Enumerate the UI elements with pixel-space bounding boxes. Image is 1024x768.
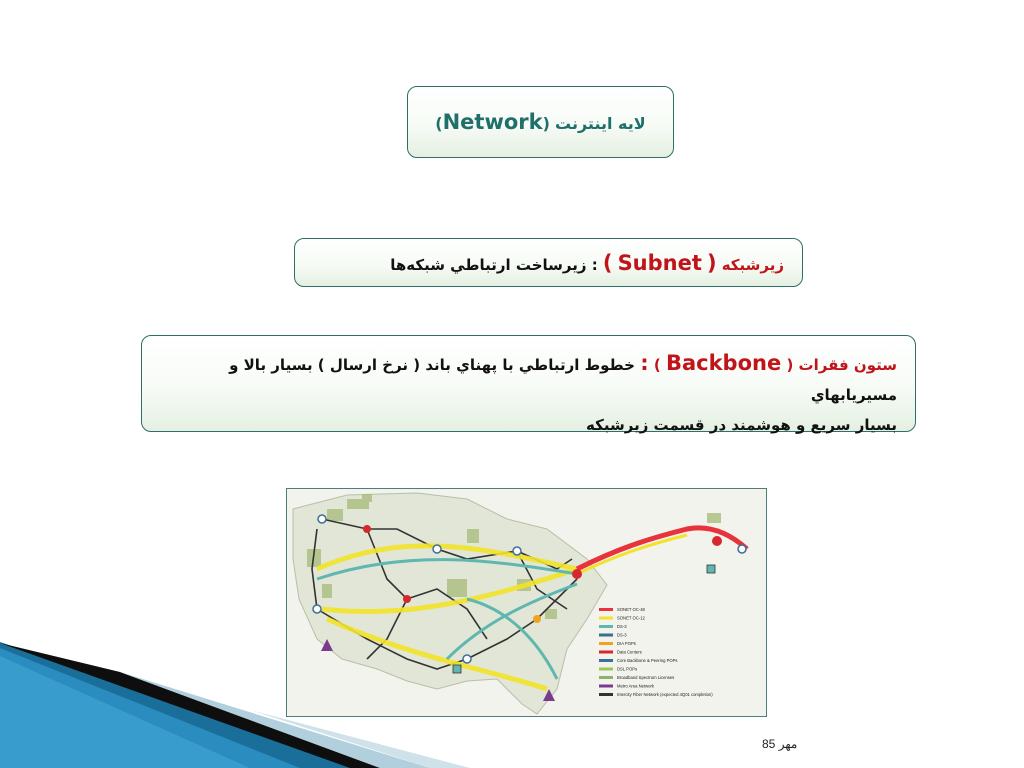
- backbone-label-fa: ستون فقرات: [798, 356, 897, 374]
- map-legend: [599, 607, 713, 697]
- legend-swatch: [599, 625, 613, 628]
- legend-label: DIA POPs: [617, 641, 636, 646]
- paren-close: ): [653, 356, 661, 374]
- legend-label: SONET OC-48: [617, 607, 645, 612]
- legend-label: Broadband Spectrum Licenses: [617, 675, 675, 680]
- backbone-line-1: [160, 348, 897, 410]
- legend-swatch: [599, 676, 613, 679]
- legend-label: DS-3: [617, 624, 627, 629]
- legend-label: DS-3: [617, 632, 627, 638]
- paren-open: (: [707, 250, 717, 275]
- legend-swatch: [599, 634, 613, 637]
- legend-swatch: [599, 693, 613, 696]
- backbone-description-1: خطوط ارتباطي با پهناي باند ( نرخ ارسال ) بسيار بالا و مسيريابهاي: [229, 356, 897, 404]
- backbone-label-en: Backbone: [665, 351, 782, 375]
- backbone-box: [141, 335, 916, 432]
- legend-label: SONET OC-12: [617, 615, 645, 621]
- legend-label: Data Centers: [617, 649, 642, 655]
- legend-swatch: [599, 685, 613, 688]
- network-layer-title: [435, 110, 645, 134]
- backbone-network-map: [286, 488, 767, 717]
- paren-close: ): [435, 114, 443, 133]
- legend-swatch: [599, 659, 613, 662]
- legend-swatch: [599, 668, 613, 671]
- legend-label: Metro Area Network: [617, 683, 655, 689]
- network-layer-fa: لايه اينترنت: [555, 114, 646, 133]
- paren-open: (: [542, 114, 550, 133]
- subnet-label-en: Subnet: [617, 250, 702, 275]
- legend-label: Core Backbone & Peering POPs: [617, 658, 678, 663]
- subnet-text: [390, 251, 784, 275]
- legend-swatch: [599, 651, 613, 654]
- network-layer-box: [407, 86, 674, 158]
- legend-swatch: [599, 608, 613, 611]
- slide-footer-date: مهر 85: [762, 737, 798, 751]
- subnet-label-fa: زيرشبکه: [721, 255, 784, 274]
- us-map-graphic: [287, 489, 766, 716]
- colon: :: [640, 351, 649, 375]
- paren-close: ): [602, 250, 613, 275]
- subnet-box: [294, 238, 803, 287]
- legend-label: Intercity Fiber Network (expected 4Q01 completion): [617, 692, 713, 697]
- network-layer-en: Network: [442, 110, 543, 134]
- legend-swatch: [599, 642, 613, 645]
- backbone-line-2: بسيار سريع و هوشمند در قسمت زيرشبکه: [586, 416, 897, 434]
- legend-label: DSL POPs: [617, 666, 638, 672]
- subnet-description: : زيرساخت ارتباطي شبکه‌ها: [390, 255, 598, 274]
- paren-open: (: [786, 356, 794, 374]
- legend-swatch: [599, 617, 613, 620]
